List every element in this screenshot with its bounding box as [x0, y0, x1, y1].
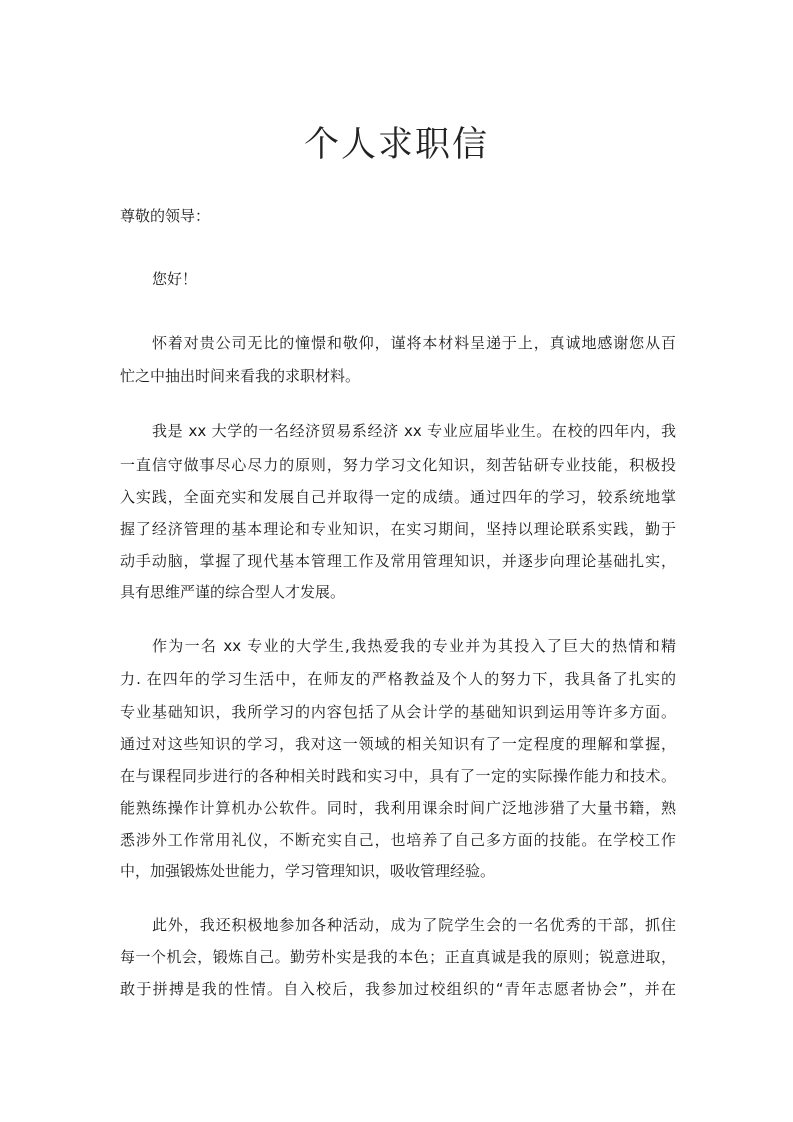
page-title: 个人求职信: [303, 125, 489, 165]
paragraph-3-line-6: 能熟练操作计算机办公软件。同时，我利用课余时间广泛地涉猎了大量书籍，熟: [120, 799, 676, 817]
paragraph-3-line-3: 专业基础知识，我所学习的内容包括了从会计学的基础知识到运用等许多方面。: [120, 703, 676, 721]
paragraph-3-line-4: 通过对这些知识的学习，我对这一领域的相关知识有了一定程度的理解和掌握，: [120, 735, 676, 753]
salutation: 尊敬的领导：: [120, 207, 211, 225]
paragraph-1-line-2: 忙之中抽出时间来看我的求职材料。: [120, 367, 361, 385]
paragraph-4-line-2: 每一个机会，锻炼自己。勤劳朴实是我的本色；正直真诚是我的原则；锐意进取，: [120, 948, 676, 966]
paragraph-3-line-8: 中，加强锻炼处世能力，学习管理知识，吸收管理经验。: [120, 862, 496, 880]
paragraph-1-line-1: 怀着对贵公司无比的憧憬和敬仰，谨将本材料呈递于上，真诚地感谢您从百: [152, 334, 676, 352]
paragraph-2-line-3: 入实践，全面充实和发展自己并取得一定的成绩。通过四年的学习，较系统地掌: [120, 488, 676, 506]
paragraph-2-line-2: 一直信守做事尽心尽力的原则，努力学习文化知识，刻苦钻研专业技能，积极投: [120, 456, 676, 474]
paragraph-3-line-5: 在与课程同步进行的各种相关时践和实习中，具有了一定的实际操作能力和技术。: [120, 767, 676, 785]
paragraph-4-line-3: 敢于拼搏是我的性情。自入校后，我参加过校组织的“青年志愿者协会”，并在: [120, 980, 676, 998]
paragraph-2-line-1: 我是 xx 大学的一名经济贸易系经济 xx 专业应届毕业生。在校的四年内，我: [152, 422, 676, 440]
paragraph-3-line-7: 悉涉外工作常用礼仪，不断充实自己，也培养了自己多方面的技能。在学校工作: [120, 831, 676, 849]
greeting: 您好！: [152, 270, 198, 288]
paragraph-2-line-4: 握了经济管理的基本理论和专业知识，在实习期间，坚持以理论联系实践，勤于: [120, 520, 676, 538]
paragraph-3-line-1: 作为一名 xx 专业的大学生,我热爱我的专业并为其投入了巨大的热情和精: [152, 637, 676, 655]
paragraph-2-line-6: 具有思维严谨的综合型人才发展。: [120, 583, 346, 601]
paragraph-4-line-1: 此外，我还积极地参加各种活动，成为了院学生会的一名优秀的干部，抓住: [152, 916, 676, 934]
paragraph-2-line-5: 动手动脑，掌握了现代基本管理工作及常用管理知识，并逐步向理论基础扎实，: [120, 552, 676, 570]
paragraph-3-line-2: 力. 在四年的学习生活中，在师友的严格教益及个人的努力下，我具备了扎实的: [120, 670, 676, 688]
